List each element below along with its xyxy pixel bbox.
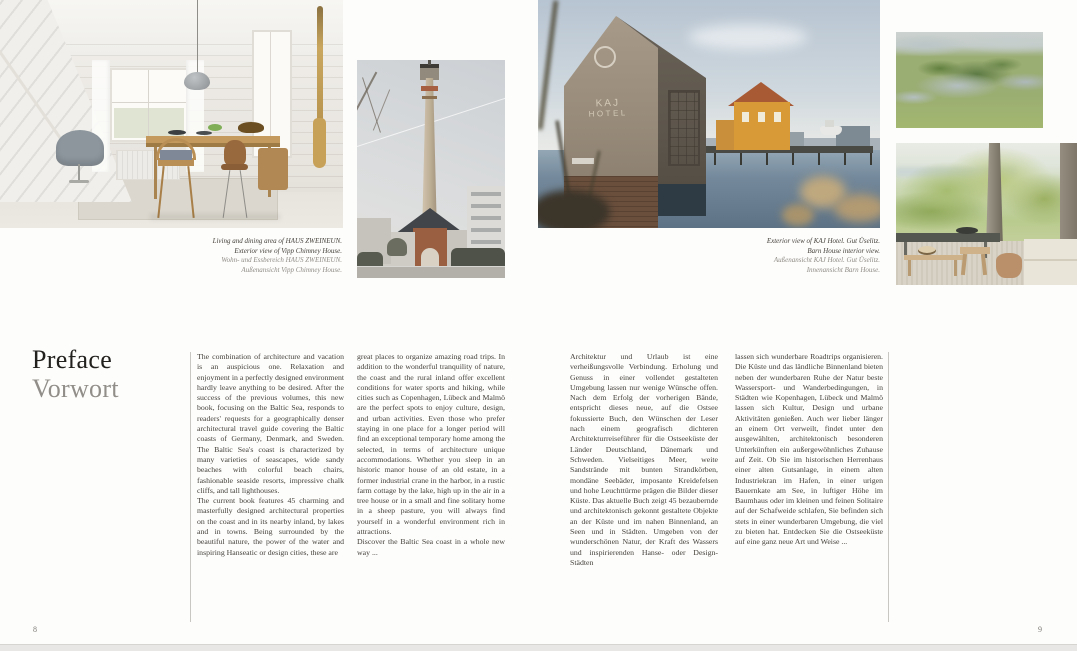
kaj-sign-plate [572, 158, 594, 164]
photo-barn-house-interior [896, 143, 1077, 285]
swan-chair-stem [78, 164, 80, 180]
tower-band-shape-2 [422, 96, 437, 99]
yellow-house-body [734, 102, 790, 150]
tree-canopy-shape [896, 143, 1077, 243]
photo-kaj-hotel [538, 0, 880, 228]
preface-text-en-col1 [197, 352, 344, 620]
foreground-stem-shape [538, 0, 558, 130]
pier-posts-shape [688, 153, 873, 165]
photo-vipp-chimney-house [357, 60, 505, 278]
seedhead-blur-shape-2 [834, 194, 880, 222]
caption-line: Barn House interior view. [807, 246, 880, 255]
photo-aerial-gut-uselitz [896, 32, 1043, 128]
side-table-shape [996, 253, 1022, 278]
bowl-shape [918, 246, 936, 255]
sofa-shape [1024, 239, 1077, 285]
sofa-cushion-line [1024, 259, 1077, 261]
caption-left [142, 237, 342, 275]
table-shadow [150, 214, 280, 220]
tree-branch-shape-3 [373, 89, 390, 130]
seedhead-blur-shape-3 [782, 204, 814, 226]
road-shape [357, 266, 505, 278]
photo-interior-haus-zweineun [0, 0, 343, 228]
caption-line: Exterior view of KAJ Hotel. Gut Üselitz. [766, 237, 880, 245]
yellow-house-window [742, 112, 749, 122]
ant-chair-seat [221, 164, 248, 170]
boat-cabin-shape [825, 120, 834, 127]
paragraph: lassen sich wunderbare Roadtrips organisieren. Die Küste und das ländliche Binnenland bieten neben der wunderbaren Ruhe der Natur beste Wassersport- und Wanderbedingungen, in Städten wie Kopenhagen, Lübeck und Malmö lassen sich Kultur, Design und urbane Aktivitäten genießen. Auch wer lieber länger an einem Ort verweilt, findet unter den ausgewählten, architektonisch besonderen Unterkünften ein außergewöhnliches Zuhause auf Zeit. Ob Sie im historischen Herrenhaus einer alten Gutsanlage, in einem alten Industriekran im Hafen, in einer urigen Bauernkate am See, in luftiger Höhe im Baumhaus oder im kleinen und feinen Solitaire auf der Schafweide schlafen, Sie befinden sich stets in einer wunderbaren Umgebung, die viel zu bieten hat. Entdecken Sie die Ostseeküste auf eine ganz neue Art und Weise ... [735, 352, 883, 547]
column-rule-left [190, 352, 191, 622]
yellow-house-annex [716, 120, 734, 150]
swan-chair-base [69, 180, 89, 183]
paragraph: The combination of architecture and vacation is an auspicious one. Relaxation and enjoyment in a perfectly designed environment hardly leave anything to be desired. After the success of the previous volumes, this new book, focusing on the Baltic Sea, responds to readers' requests for a geographically denser architectural travel guide covering the Baltic coasts of Germany, Denmark, and Sweden. The Baltic Sea's coast is characterized by many varieties of seascapes, wide sandy beaches with colorful beach chairs, fashionable seaside resorts, impressive chalk cliffs, and tall lighthouses. [197, 352, 344, 495]
page-title-en: Preface [32, 345, 113, 374]
caption-line: Innenansicht Barn House. [806, 265, 880, 274]
caption-line: Außenansicht KAJ Hotel. Gut Üselitz. [773, 256, 880, 265]
caption-line: Living and dining area of HAUS ZWEINEUN. [212, 237, 342, 245]
distant-building-shape-2 [790, 132, 804, 146]
tree-branch-shape-2 [362, 77, 381, 132]
page-title-de: Vorwort [32, 373, 119, 403]
dropleaf-shape [258, 148, 288, 190]
kaj-window-shape [668, 90, 700, 166]
preface-text-de-col1 [570, 352, 718, 620]
boat-shape [820, 126, 842, 135]
caption-line: Wohn- und Essbereich HAUS ZWEINEUN. [221, 256, 342, 265]
kaj-sign-line1: KAJ [595, 97, 621, 110]
page-number-left: 8 [33, 625, 37, 634]
low-table-leg-2 [954, 260, 957, 276]
kaj-water-shadow [658, 184, 706, 216]
cloud-shape [688, 24, 808, 50]
yellow-house-window-2 [758, 112, 765, 122]
stool-shape [960, 247, 990, 254]
preface-text-de-col2 [735, 352, 883, 620]
dark-table-shape [896, 233, 1000, 242]
tower-spire-shape [428, 60, 431, 65]
page-title [32, 346, 119, 403]
kaj-sign-line2: HOTEL [588, 108, 628, 119]
preface-text-en-col2 [357, 352, 505, 620]
low-table-leg [908, 260, 911, 276]
kaj-hotel-sign [576, 97, 641, 119]
yellow-house-window-3 [774, 112, 781, 122]
cat-shape [956, 227, 978, 234]
lamp-cord-shape [197, 0, 198, 76]
oar-blade-shape [313, 118, 326, 168]
bowl-shape [238, 122, 264, 133]
ant-chair-back [224, 140, 246, 166]
paragraph: Architektur und Urlaub ist eine verheißungsvolle Verbindung. Erholung und Genuss in einer vollendet gestalteten Umgebung lassen nur wenige Wünsche offen. Nach dem Erfolg der vorherigen Bände, entspricht dieses neue, auf die Ostsee fokussierte Buch, den Wünschen der Leser nach einem geografisch dichteren Architekturreiseführer für die Ostseeküste der Länder Deutschland, Dänemark und Schweden. Vielseitiges Meer, weite Sandstrände mit bunten Strandkörben, mondäne Seebäder, imposante Kreidefelsen und hohe Leuchttürme prägen die Bilder dieser Küste. Das aktuelle Buch zeigt 45 bezaubernde und architektonisch gekonnt gestaltete Objekte an der Küste und im nahen Binnenland, an Seen und in Städten. Umgeben von der wunderschönen Natur, der Kraft des Wassers und inspirierenden Hanse- oder Design-Städten [570, 352, 718, 567]
tower-band-shape [421, 86, 438, 91]
swan-chair-shape [56, 130, 104, 166]
wishbone-chair-pad [160, 150, 192, 160]
plate-shape [168, 130, 186, 135]
bush-shape [387, 238, 407, 256]
greens-shape [208, 124, 222, 131]
caption-line: Exterior view of Vipp Chimney House. [234, 246, 342, 255]
window-mullion-v [148, 70, 149, 140]
paragraph: The current book features 45 charming and masterfully designed architectural properties on the coast and in its nearby inland, by lakes and in towns. Being surrounded by the beautiful nature, the power of the water and inspiring Hanseatic or design cities, these are [197, 496, 344, 557]
caption-line: Außenansicht Vipp Chimney House. [241, 265, 342, 274]
window-mullion-h [112, 102, 186, 103]
tower-cap-shape [420, 64, 439, 80]
page-bottom-edge [0, 644, 1077, 651]
pendant-lamp-shape [184, 72, 210, 90]
paragraph: great places to organize amazing road trips. In addition to the wonderful tranquility of nature, the coast and the rural inland offer excellent conditions for water sports and hiking, while cities such as Copenhagen, Lübeck and Malmö are the perfect spots to enjoy culture, design, and urban activities. Even those who prefer staying in one place for a longer period will find an exceptional temporary home among the selected, in terms of architecture unique accommodations. Whether you sleep in an historic manor house of an old estate, in a former industrial crane in the harbor, in a rustic farm cottage by the lake, high up in the air in a tree house or in a small and fine solitary home in a sheep pasture, you will always find yourself in a wonderful environment rich in attractions. [357, 352, 505, 537]
caption-right [680, 237, 880, 275]
column-rule-right [888, 352, 889, 622]
page-number-right: 9 [1038, 625, 1042, 634]
plate-shape-2 [196, 131, 212, 135]
paragraph: Discover the Baltic Sea coast in a whole new way ... [357, 537, 505, 557]
